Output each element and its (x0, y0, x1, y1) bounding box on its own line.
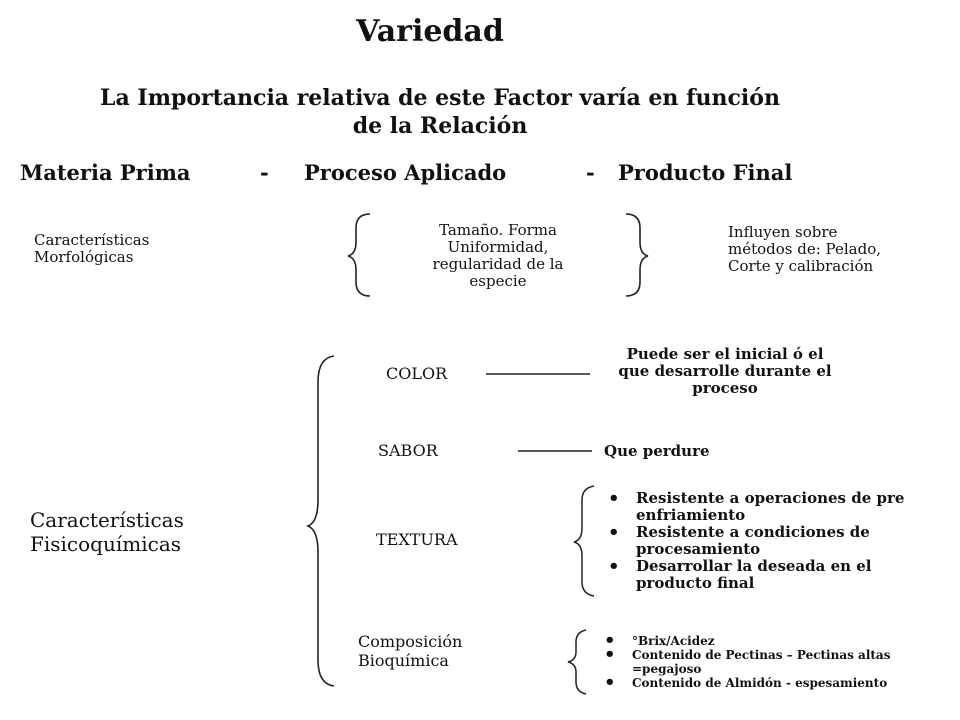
fisicoquimicas-brace (308, 356, 334, 686)
morfologicas-center-text (392, 222, 604, 290)
morfologicas-center-line4: especie (469, 272, 527, 290)
morfologicas-right-line3: Corte y calibración (728, 257, 874, 275)
page-title: Variedad (356, 14, 504, 49)
composicion-label-line2: Bioquímica (358, 651, 449, 670)
color-label: COLOR (386, 364, 448, 383)
composicion-label (358, 632, 462, 670)
morfologicas-right-line1: Influyen sobre (728, 223, 838, 241)
sabor-label: SABOR (378, 441, 438, 460)
textura-item-1 (602, 490, 942, 524)
fisicoquimicas-label-line1: Características (30, 508, 184, 532)
morfologicas-center-line3: regularidad de la (432, 255, 564, 273)
textura-item-2-line1: • Resistente a condiciones de (636, 523, 870, 541)
composicion-label-line1: Composición (358, 632, 463, 651)
color-desc-line1: Puede ser el inicial ó el (626, 345, 824, 363)
color-desc-line3: proceso (692, 379, 758, 397)
composicion-list (598, 634, 948, 690)
fisicoquimicas-label (30, 508, 184, 556)
textura-item-1-line2: enfriamiento (636, 506, 746, 524)
textura-list (602, 490, 942, 592)
fisicoquimicas-label-line2: Fisicoquímicas (30, 532, 182, 556)
composicion-brace (568, 630, 586, 694)
composicion-item-3 (598, 676, 948, 690)
sabor-description: Que perdure (604, 442, 710, 460)
composicion-item-2-line2: =pegajoso (632, 662, 702, 676)
composicion-item-2-line1: • Contenido de Pectinas – Pectinas altas (632, 648, 891, 662)
morfologicas-right-line2: métodos de: Pelado, (728, 240, 881, 258)
subtitle-line2: de la Relación (352, 113, 528, 139)
relation-separator-2: - (586, 160, 595, 185)
textura-item-3 (602, 558, 942, 592)
relation-producto-final: Producto Final (618, 160, 793, 185)
morfologicas-center-line1: Tamaño. Forma (439, 221, 557, 239)
composicion-item-2 (598, 648, 948, 676)
composicion-item-1-line1: • °Brix/Acidez (632, 634, 715, 648)
morfologicas-left-brace (348, 214, 370, 296)
textura-item-3-line2: producto final (636, 574, 755, 592)
morfologicas-right-text (728, 224, 881, 275)
textura-label: TEXTURA (376, 530, 458, 549)
composicion-item-3-line1: • Contenido de Almidón - espesamiento (632, 676, 888, 690)
morfologicas-label-line1: Características (34, 231, 150, 249)
textura-item-3-line1: • Desarrollar la deseada en el (636, 557, 872, 575)
morfologicas-right-brace (626, 214, 648, 296)
textura-item-2 (602, 524, 942, 558)
textura-item-1-line1: • Resistente a operaciones de pre (636, 489, 905, 507)
morfologicas-center-line2: Uniformidad, (447, 238, 549, 256)
color-desc-line2: que desarrolle durante el (618, 362, 832, 380)
morfologicas-label (34, 232, 149, 266)
relation-separator-1: - (260, 160, 269, 185)
morfologicas-label-line2: Morfológicas (34, 248, 134, 266)
composicion-item-1 (598, 634, 948, 648)
color-description (600, 346, 850, 397)
textura-brace (574, 486, 594, 596)
relation-materia-prima: Materia Prima (20, 160, 191, 185)
subtitle-line1: La Importancia relativa de este Factor varía en función (100, 85, 780, 111)
relation-proceso-aplicado: Proceso Aplicado (304, 160, 507, 185)
textura-item-2-line2: procesamiento (636, 540, 761, 558)
